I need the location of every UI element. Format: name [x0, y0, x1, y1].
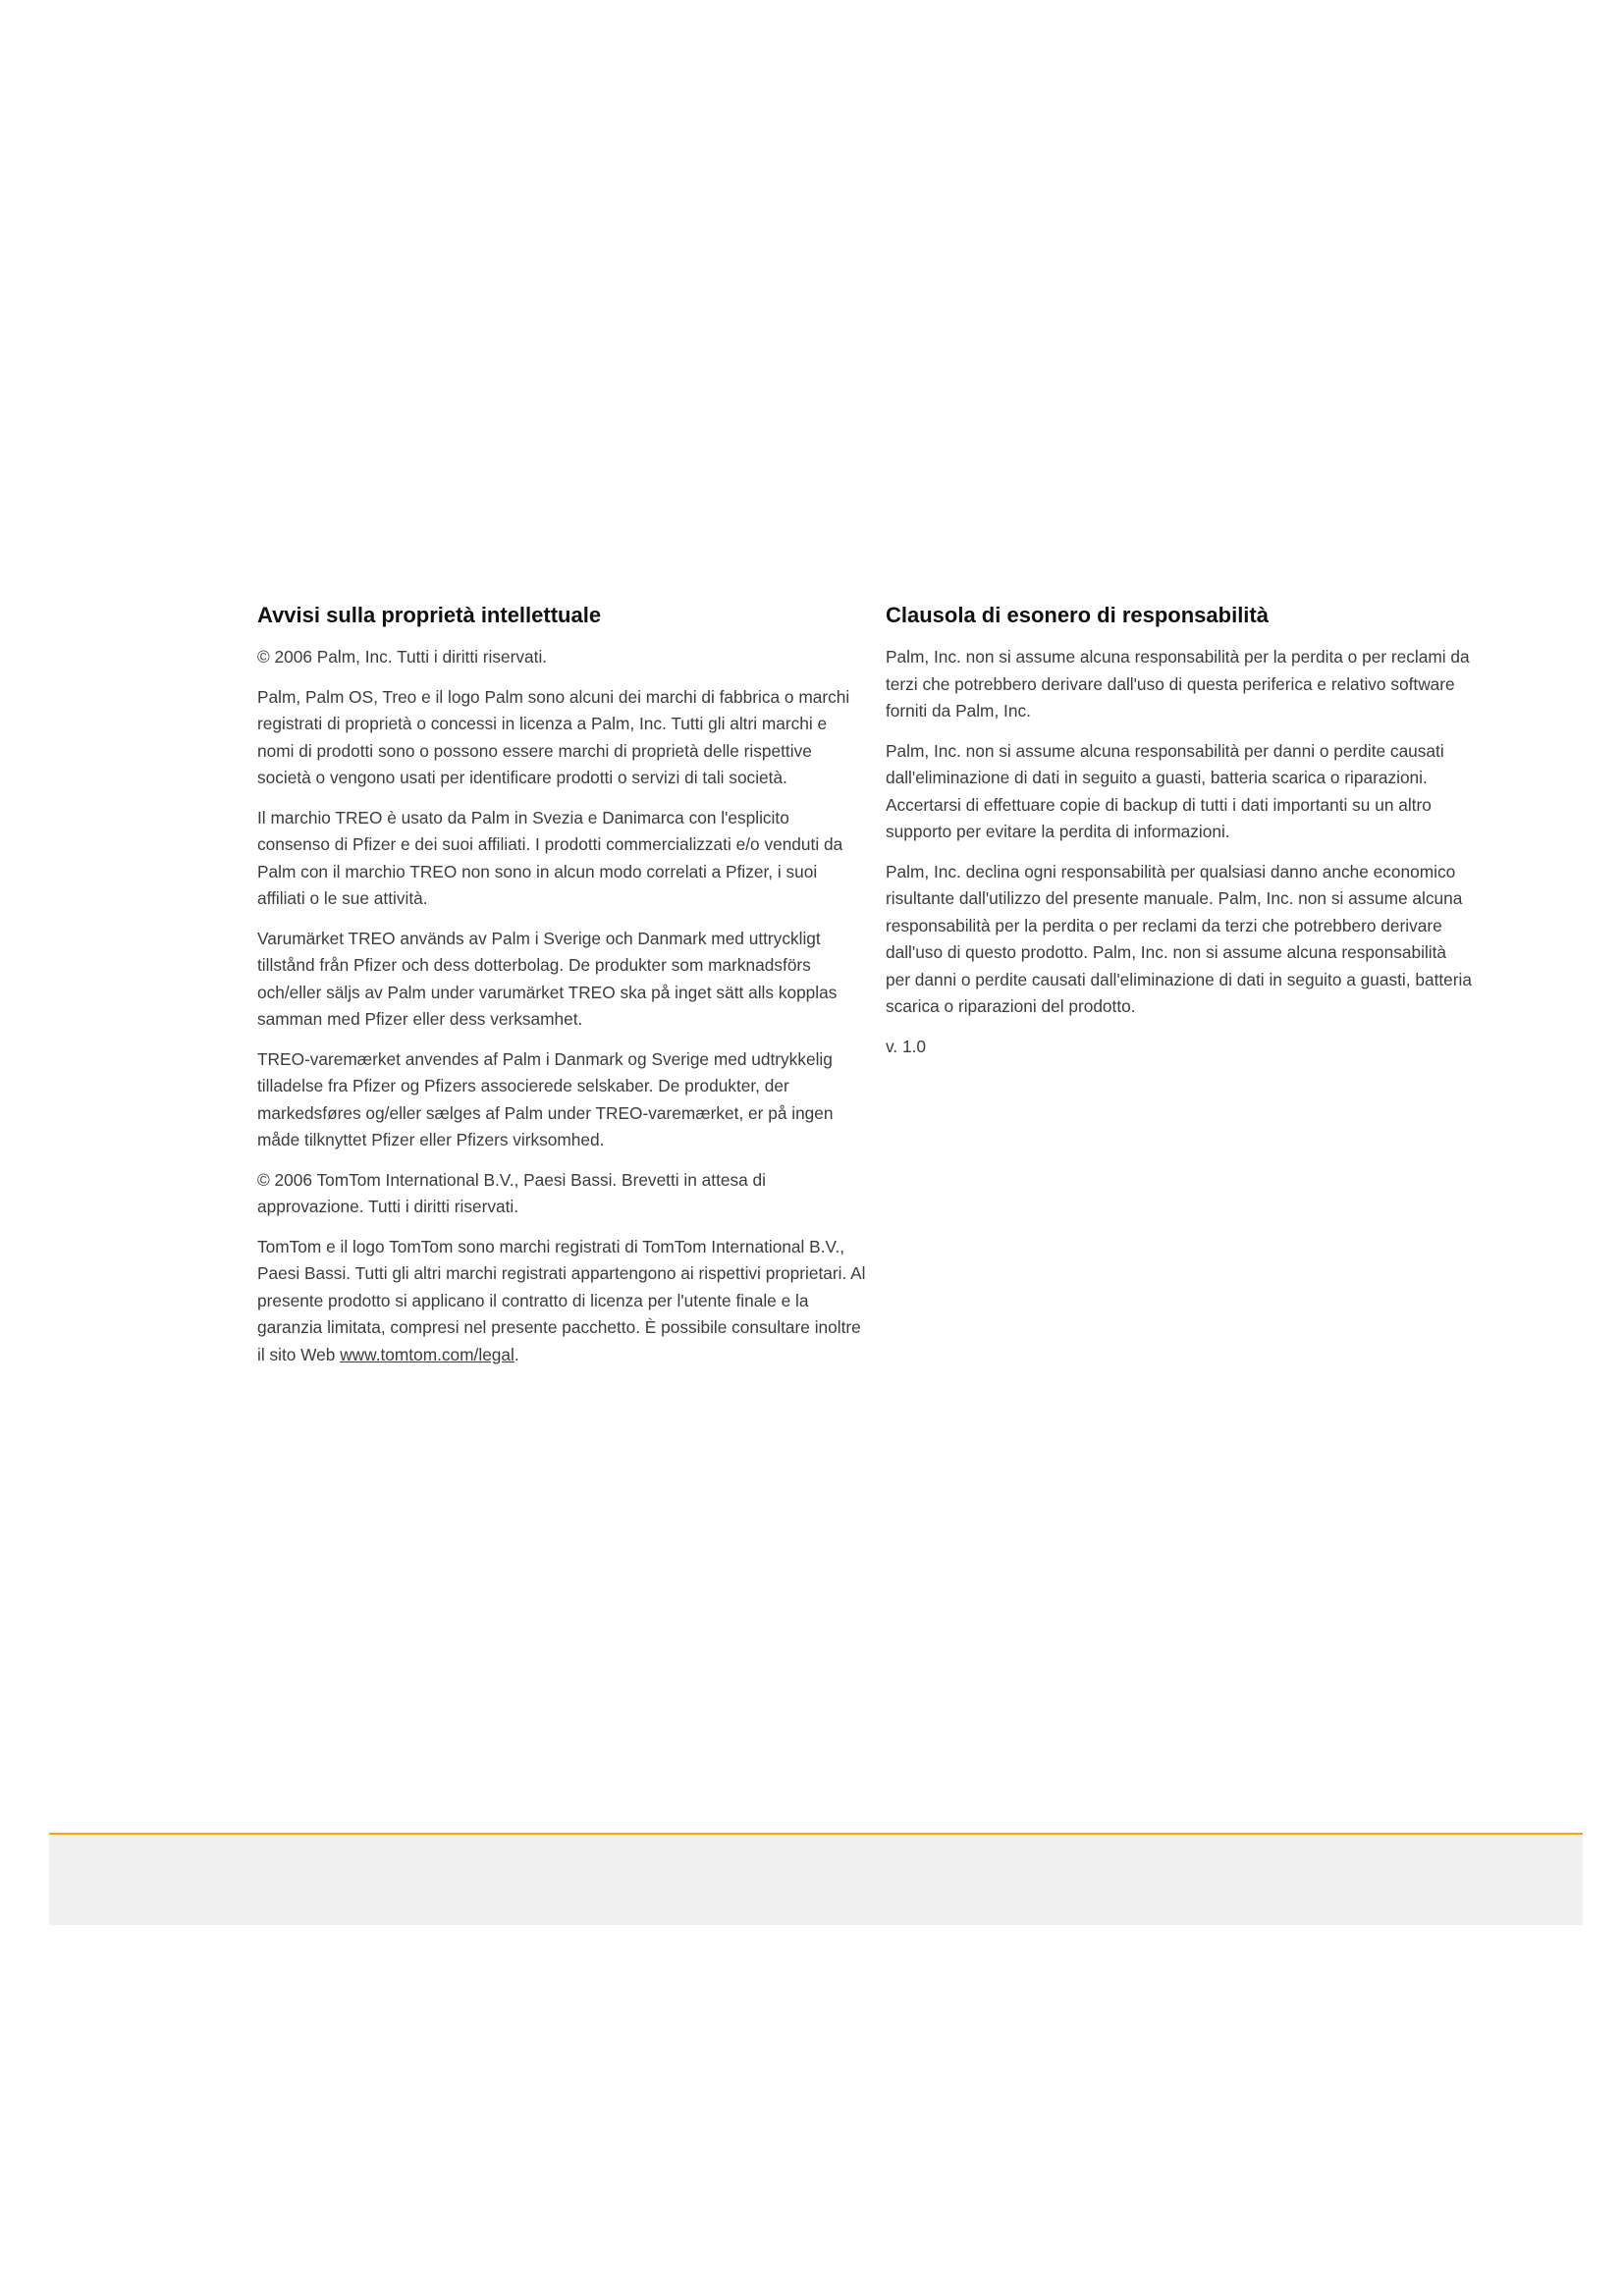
tomtom-trademarks-end: .: [514, 1344, 519, 1364]
palm-copyright: © 2006 Palm, Inc. Tutti i diritti riservati.: [257, 647, 548, 667]
treo-notice-danish: TREO-varemærket anvendes af Palm i Danmark og Sverige med udtrykkelig tilladelse fra Pfizer og Pfizers associerede selskaber. De produkter, der markedsføres og/eller sælges af Palm under TREO-varemærket, er på ingen måde tilknyttet Pfizer eller Pfizers virksomhed.: [257, 1048, 834, 1149]
disclaimer-paragraph-3: Palm, Inc. declina ogni responsabilità per qualsiasi danno anche economico risultante dall'utilizzo del presente manuale. Palm, Inc. non si assume alcuna responsabilità per la perdita o per reclami da terzi che potrebbero derivare dall'uso di questo prodotto. Palm, Inc. non si assume alcuna responsabilità per danni o perdite causati dall'eliminazione di dati in seguito a guasti, batteria scarica o riparazioni del prodotto.: [886, 861, 1472, 1016]
tomtom-trademarks-text: TomTom e il logo TomTom sono marchi registrati di TomTom International B.V., Paesi Bassi. Tutti gli altri marchi registrati appartengono ai rispettivi proprietari. Al presente prodotto si applicano il contratto di licenza per l'utente finale e la garanzia limitata, compresi nel presente pacchetto. È possibile consultare inoltre il sito Web: [257, 1236, 866, 1364]
disclaimer-paragraph-2: Palm, Inc. non si assume alcuna responsabilità per danni o perdite causati dall'eliminazione di dati in seguito a guasti, batteria scarica o riparazioni. Accertarsi di effettuare copie di backup di tutti i dati importanti su un altro supporto per evitare la perdita di informazioni.: [886, 740, 1444, 841]
ip-notices-heading: Avvisi sulla proprietà intellettuale: [257, 603, 602, 627]
tomtom-copyright: © 2006 TomTom International B.V., Paesi Bassi. Brevetti in attesa di approvazione. Tutti i diritti riservati.: [257, 1169, 767, 1216]
palm-trademarks: Palm, Palm OS, Treo e il logo Palm sono alcuni dei marchi di fabbrica o marchi registrati di proprietà o concessi in licenza a Palm, Inc. Tutti gli altri marchi e nomi di prodotti sono o possono essere marchi di proprietà delle rispettive società o vengono usati per identificare prodotti o servizi di tali società.: [257, 686, 850, 787]
tomtom-trademarks: [257, 1234, 866, 1369]
treo-notice-swedish: Varumärket TREO används av Palm i Sverige och Danmark med uttryckligt tillstånd från Pfizer och dess dotterbolag. De produkter som marknadsförs och/eller säljs av Palm under varumärket TREO ska på inget sätt alls kopplas samman med Pfizer eller dess verksamhet.: [257, 928, 838, 1029]
disclaimer-column: [886, 601, 1475, 1073]
disclaimer-heading: Clausola di esonero di responsabilità: [886, 603, 1269, 627]
version-label: v. 1.0: [886, 1036, 926, 1056]
tomtom-legal-link[interactable]: www.tomtom.com/legal: [340, 1344, 514, 1364]
ip-notices-column: [257, 601, 866, 1381]
treo-notice-italian: Il marchio TREO è usato da Palm in Svezia e Danimarca con l'esplicito consenso di Pfizer e dei suoi affiliati. I prodotti commercializzati e/o venduti da Palm con il marchio TREO non sono in alcun modo correlati a Pfizer, i suoi affiliati o le sue attività.: [257, 807, 843, 908]
footer-band: [49, 1835, 1583, 1925]
disclaimer-paragraph-1: Palm, Inc. non si assume alcuna responsabilità per la perdita o per reclami da terzi che potrebbero derivare dall'uso di questa periferica e relativo software forniti da Palm, Inc.: [886, 647, 1470, 721]
